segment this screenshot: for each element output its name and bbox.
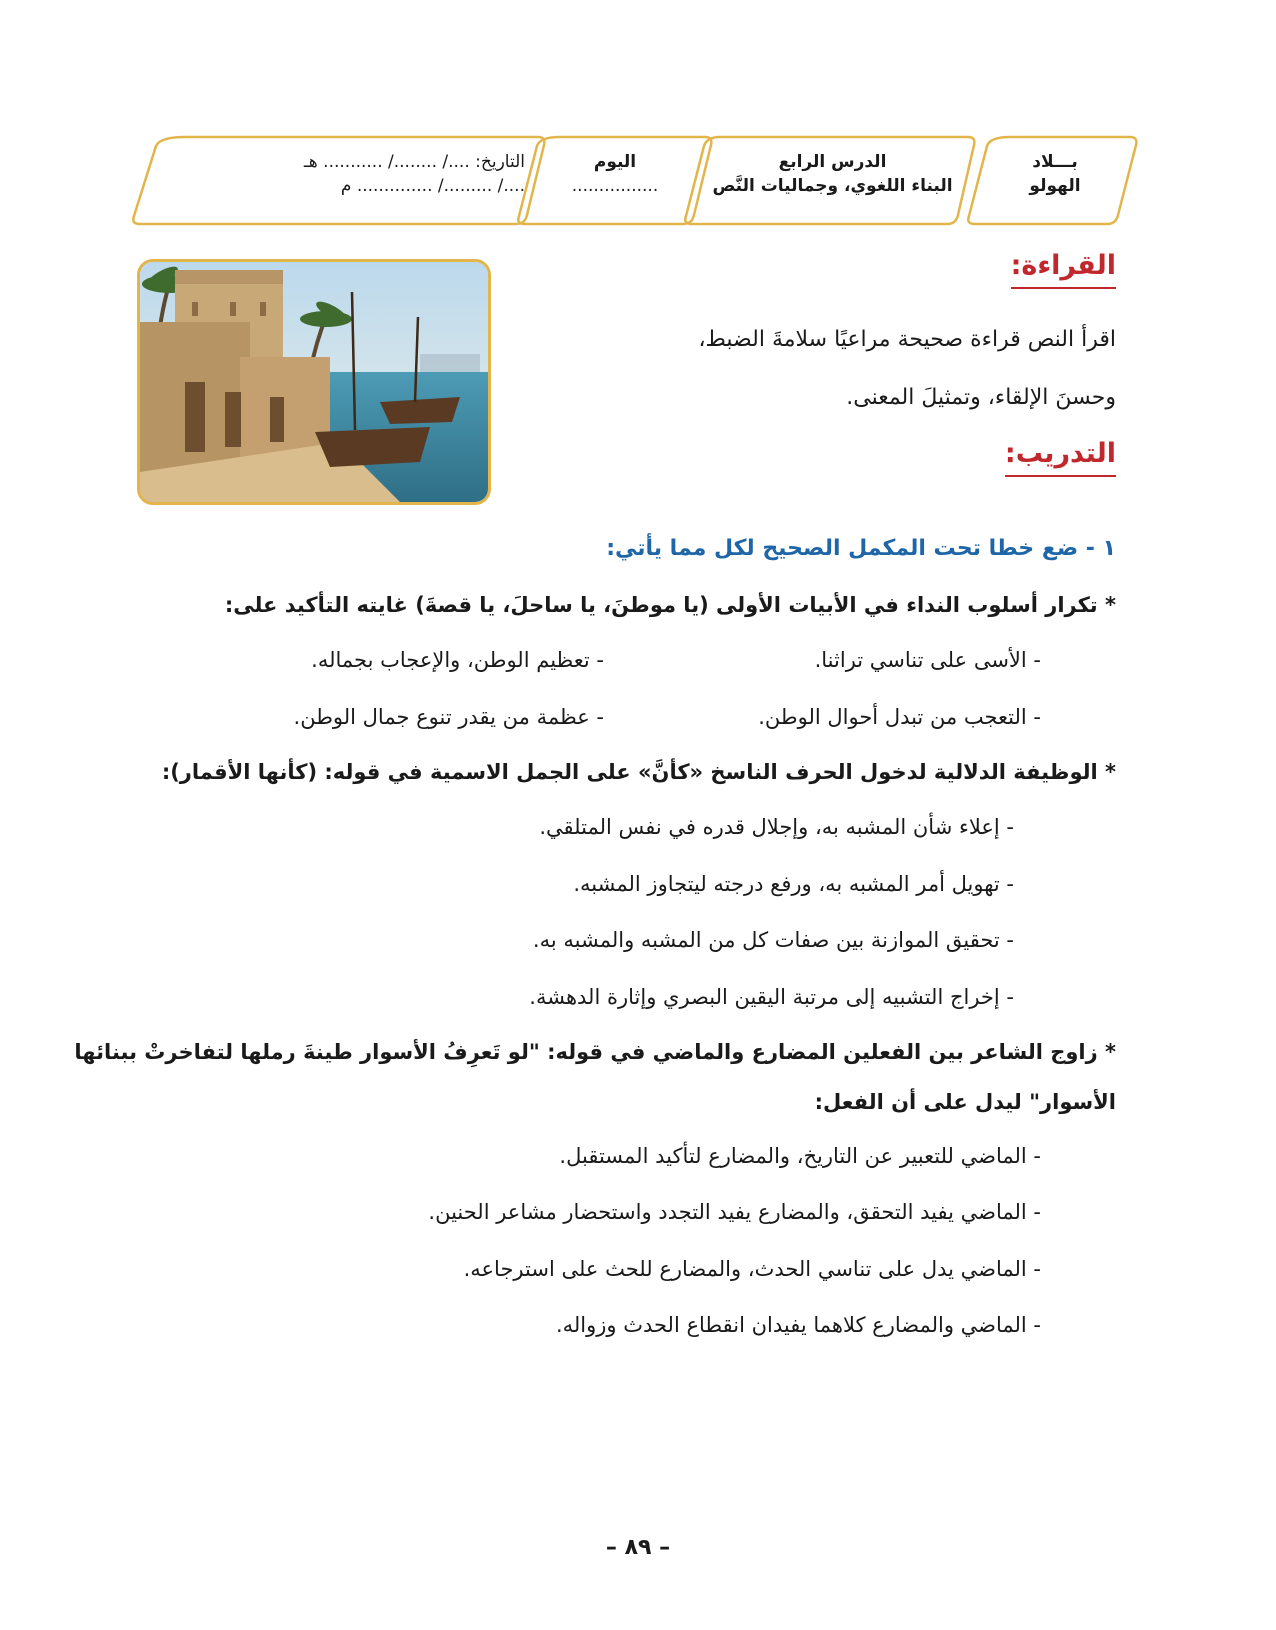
item2-option-2[interactable]: - تهويل أمر المشبه به، ورفع درجته ليتجاوز المشبه. <box>573 872 1014 896</box>
country-line2: الهولو <box>1029 176 1081 196</box>
item1-option-4[interactable]: - عظمة من يقدر تنوع جمال الوطن. <box>293 705 604 729</box>
reading-instruction-line2: وحسنَ الإلقاء، وتمثيلَ المعنى. <box>846 385 1116 410</box>
date-line1: التاريخ: ..../ ......../ ........... هـ <box>303 152 525 172</box>
tab-country <box>985 150 1125 198</box>
item2-option-4[interactable]: - إخراج التشبيه إلى مرتبة اليقين البصري وإثارة الدهشة. <box>529 985 1014 1009</box>
question-title: ١ - ضع خطا تحت المكمل الصحيح لكل مما يأتي: <box>606 536 1116 561</box>
date-line2: ..../ ........./ .............. م <box>340 176 525 196</box>
item3-stem-line1: * زاوج الشاعر بين الفعلين المضارع والماضي في قوله: "لو تَعرِفُ الأسوار طينةَ رملها لتفاخرتْ ببنائها <box>74 1040 1116 1064</box>
lesson-line1: الدرس الرابع <box>778 152 887 172</box>
tab-day <box>530 150 700 198</box>
item3-option-3[interactable]: - الماضي يدل على تناسي الحدث، والمضارع للحث على استرجاعه. <box>463 1257 1041 1281</box>
item3-option-1[interactable]: - الماضي للتعبير عن التاريخ، والمضارع لتأكيد المستقبل. <box>559 1144 1041 1168</box>
day-dots: ................ <box>571 176 659 196</box>
page-number: – ٨٩ – <box>605 1535 671 1560</box>
item1-option-2[interactable]: - تعظيم الوطن، والإعجاب بجماله. <box>311 648 604 672</box>
item3-option-2[interactable]: - الماضي يفيد التحقق، والمضارع يفيد التجدد واستحضار مشاعر الحنين. <box>428 1200 1041 1224</box>
item3-stem-line2: الأسوار" ليدل على أن الفعل: <box>814 1090 1116 1114</box>
item2-option-3[interactable]: - تحقيق الموازنة بين صفات كل من المشبه والمشبه به. <box>532 928 1014 952</box>
tab-lesson <box>700 150 965 198</box>
reading-heading: القراءة: <box>1011 250 1116 289</box>
item1-option-3[interactable]: - التعجب من تبدل أحوال الوطن. <box>758 705 1041 729</box>
lesson-line2: البناء اللغوي، وجماليات النَّص <box>712 176 953 196</box>
country-line1: بـــلاد <box>1032 152 1078 172</box>
day-label: اليوم <box>593 152 637 172</box>
item3-option-4[interactable]: - الماضي والمضارع كلاهما يفيدان انقطاع الحدث وزواله. <box>555 1313 1041 1337</box>
item2-stem: * الوظيفة الدلالية لدخول الحرف الناسخ «كأنَّ» على الجمل الاسمية في قوله: (كأنها الأقمار): <box>161 760 1116 784</box>
tab-date <box>175 150 525 198</box>
header-tabs <box>0 0 1276 240</box>
training-heading: التدريب: <box>1005 438 1116 477</box>
item2-option-1[interactable]: - إعلاء شأن المشبه به، وإجلال قدره في نفس المتلقي. <box>539 815 1014 839</box>
item1-option-1[interactable]: - الأسى على تناسي تراثنا. <box>814 648 1041 672</box>
item1-stem: * تكرار أسلوب النداء في الأبيات الأولى (يا موطنَ، يا ساحلَ، يا قصةَ) غايته التأكيد على: <box>224 593 1116 617</box>
reading-instruction-line1: اقرأ النص قراءة صحيحة مراعيًا سلامةَ الضبط، <box>698 327 1116 352</box>
fortress-harbor-image <box>137 259 491 505</box>
